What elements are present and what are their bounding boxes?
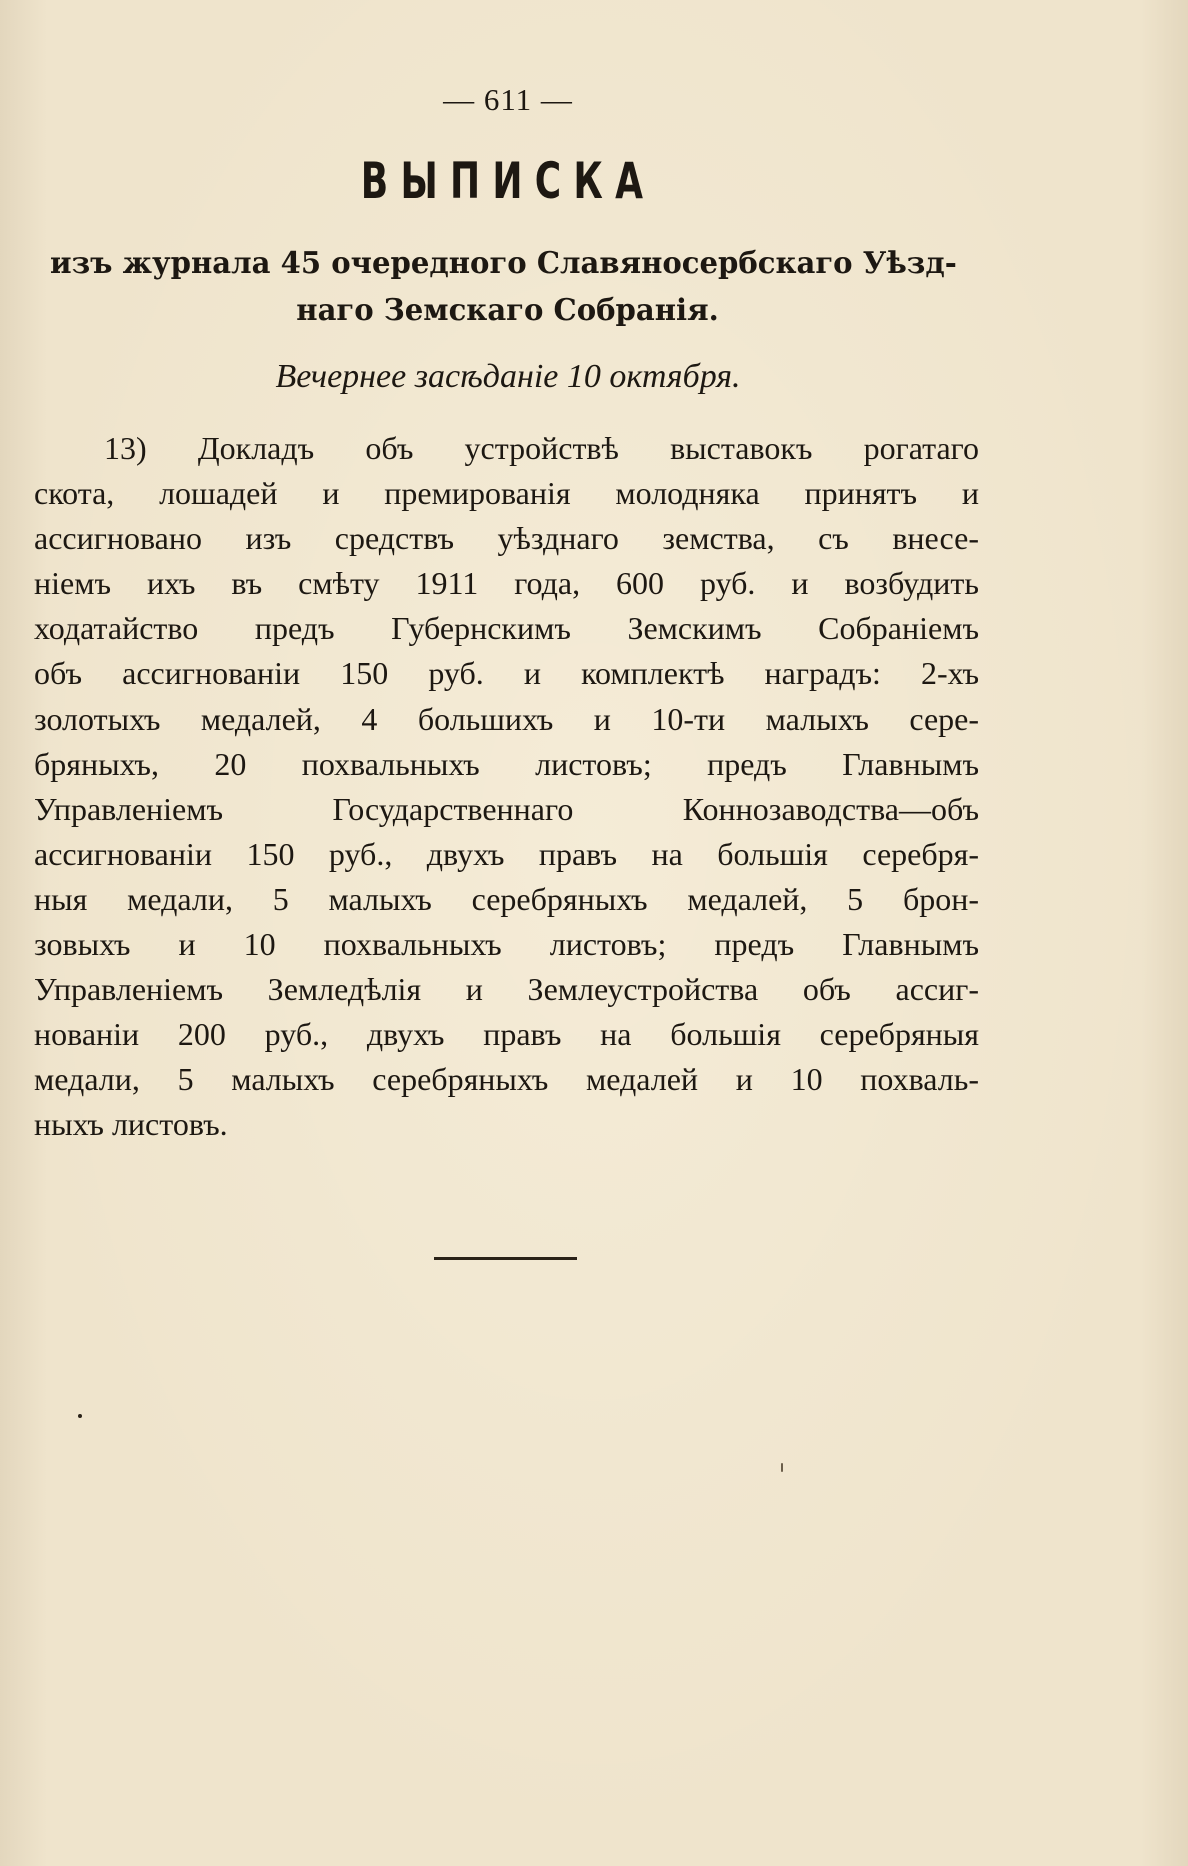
closing-rule bbox=[434, 1257, 577, 1260]
body-line: ассигнованіи 150 руб., двухъ правъ на большія серебря- bbox=[34, 835, 979, 872]
body-paragraph bbox=[34, 426, 979, 1148]
body-line: 13) Докладъ объ устройствѣ выставокъ рогатаго bbox=[104, 430, 979, 466]
body-line: объ ассигнованіи 150 руб. и комплектѣ наградъ: 2-хъ bbox=[34, 655, 979, 692]
page-number: — 611 — bbox=[443, 82, 573, 117]
body-line: ходатайство предъ Губернскимъ Земскимъ Собраніемъ bbox=[34, 610, 979, 647]
body-line: ассигновано изъ средствъ уѣзднаго земства, съ внесе- bbox=[34, 520, 979, 557]
body-line: золотыхъ медалей, 4 большихъ и 10-ти малыхъ сере- bbox=[34, 700, 979, 737]
body-line: медали, 5 малыхъ серебряныхъ медалей и 10 похваль- bbox=[34, 1061, 979, 1098]
body-line: ніемъ ихъ въ смѣту 1911 года, 600 руб. и возбудить bbox=[34, 565, 979, 602]
body-line: бряныхъ, 20 похвальныхъ листовъ; предъ Главнымъ bbox=[34, 745, 979, 782]
subtitle-line: наго Земскаго Собранія. bbox=[296, 293, 719, 328]
session-heading: Вечернее засѣданіе 10 октября. bbox=[275, 358, 741, 395]
subtitle-line: изъ журнала 45 очередного Славяносербскаго Уѣзд- bbox=[50, 246, 957, 281]
page-title: ВЫПИСКА bbox=[360, 152, 656, 210]
document-subtitle bbox=[50, 240, 965, 334]
body-line: ныя медали, 5 малыхъ серебряныхъ медалей, 5 брон- bbox=[34, 880, 979, 917]
body-line: нованіи 200 руб., двухъ правъ на большія серебряныя bbox=[34, 1016, 979, 1053]
ink-speck bbox=[78, 1414, 82, 1418]
body-line: скота, лошадей и премированія молодняка принятъ и bbox=[34, 475, 979, 512]
body-line: ныхъ листовъ. bbox=[34, 1106, 228, 1143]
ink-speck bbox=[781, 1463, 783, 1472]
body-line: Управленіемъ Государственнаго Коннозаводства—объ bbox=[34, 790, 979, 827]
body-line: Управленіемъ Земледѣлія и Землеустройства объ ассиг- bbox=[34, 971, 979, 1008]
body-line: зовыхъ и 10 похвальныхъ листовъ; предъ Главнымъ bbox=[34, 926, 979, 963]
